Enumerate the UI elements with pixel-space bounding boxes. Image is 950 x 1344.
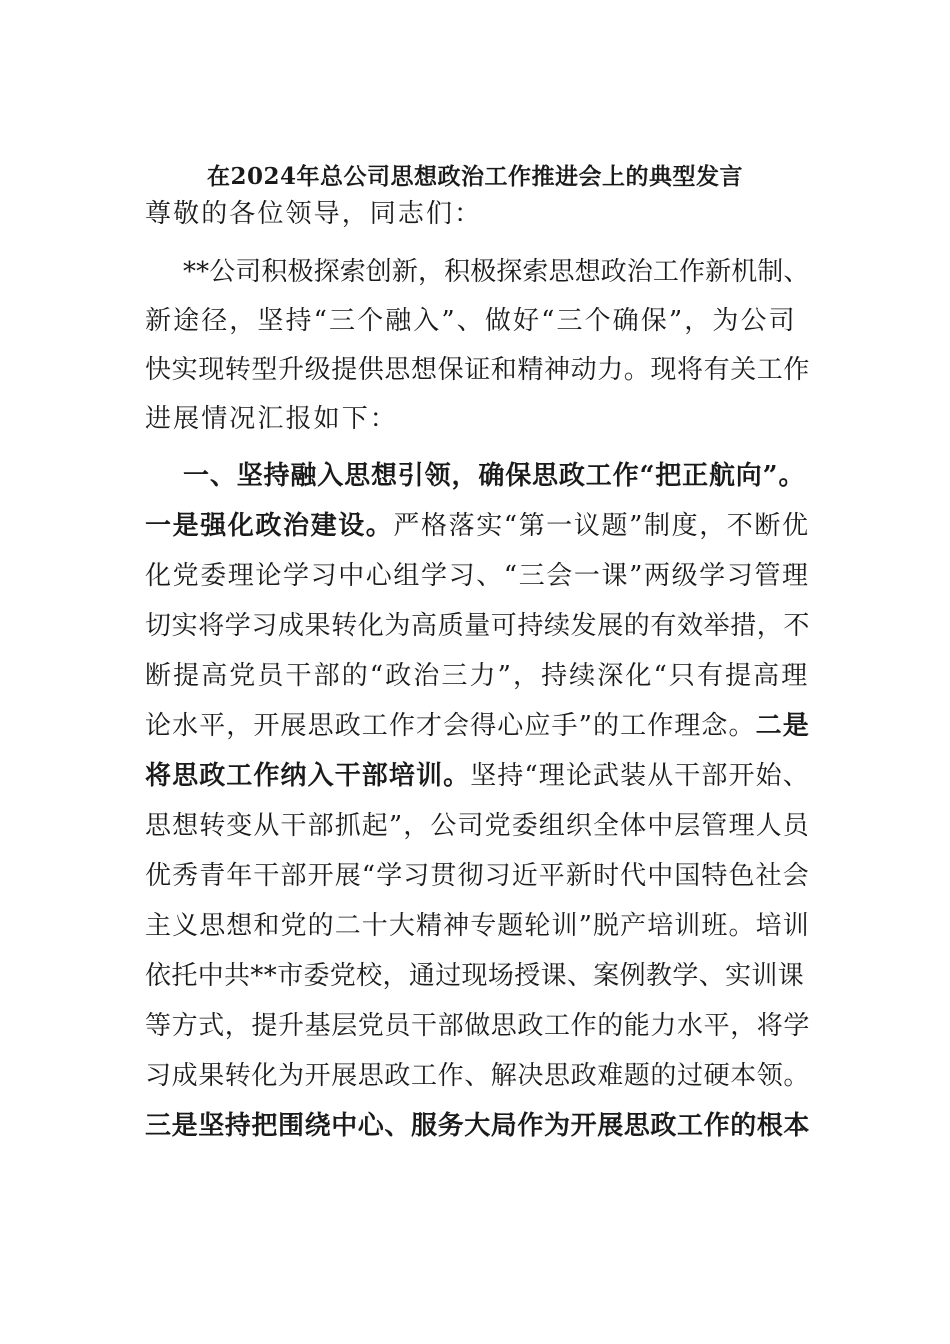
body-line-6 — [145, 760, 810, 792]
point-one-heading: 一是强化政治建设。 — [145, 511, 394, 541]
body-line-8: 优秀青年干部开展“学习贯彻习近平新时代中国特色社会 — [145, 861, 810, 891]
body-text: 坚持“理论武装从干部开始、 — [470, 761, 810, 791]
body-line-13: 三是坚持把围绕中心、服务大局作为开展思政工作的根本 — [145, 1111, 811, 1141]
intro-line-2: 新途径，坚持“三个融入”、做好“三个确保”，为公司 — [145, 306, 797, 336]
body-text: 严格落实“第一议题”制度，不断优 — [393, 511, 810, 541]
body-line-1 — [145, 510, 810, 542]
document-title: 在2024年总公司思想政治工作推进会上的典型发言 — [206, 163, 743, 190]
body-line-10: 依托中共**市委党校，通过现场授课、案例教学、实训课 — [145, 961, 805, 991]
salutation: 尊敬的各位领导，同志们： — [145, 199, 483, 229]
body-line-9: 主义思想和党的二十大精神专题轮训”脱产培训班。培训 — [145, 911, 810, 941]
body-line-5 — [145, 710, 810, 742]
body-line-11: 等方式，提升基层党员干部做思政工作的能力水平，将学 — [145, 1011, 811, 1041]
intro-line-4: 进展情况汇报如下： — [145, 404, 398, 434]
intro-line-3: 快实现转型升级提供思想保证和精神动力。现将有关工作 — [145, 355, 811, 385]
section-heading-1: 一、坚持融入思想引领，确保思政工作“把正航向”。 — [183, 461, 806, 491]
body-line-12: 习成果转化为开展思政工作、解决思政难题的过硬本领。 — [145, 1061, 811, 1091]
body-line-2: 化党委理论学习中心组学习、“三会一课”两级学习管理 — [145, 561, 810, 591]
body-line-7: 思想转变从干部抓起”，公司党委组织全体中层管理人员 — [145, 811, 810, 841]
point-two-heading-start: 二是 — [755, 711, 810, 741]
body-line-3: 切实将学习成果转化为高质量可持续发展的有效举措，不 — [145, 611, 811, 641]
body-text: 论水平，开展思政工作才会得心应手”的工作理念。 — [145, 711, 756, 741]
point-two-heading-end: 将思政工作纳入干部培训。 — [145, 761, 471, 791]
body-line-4: 断提高党员干部的“政治三力”，持续深化“只有提高理 — [145, 661, 810, 691]
intro-line-1: **公司积极探索创新，积极探索思想政治工作新机制、 — [183, 257, 810, 287]
